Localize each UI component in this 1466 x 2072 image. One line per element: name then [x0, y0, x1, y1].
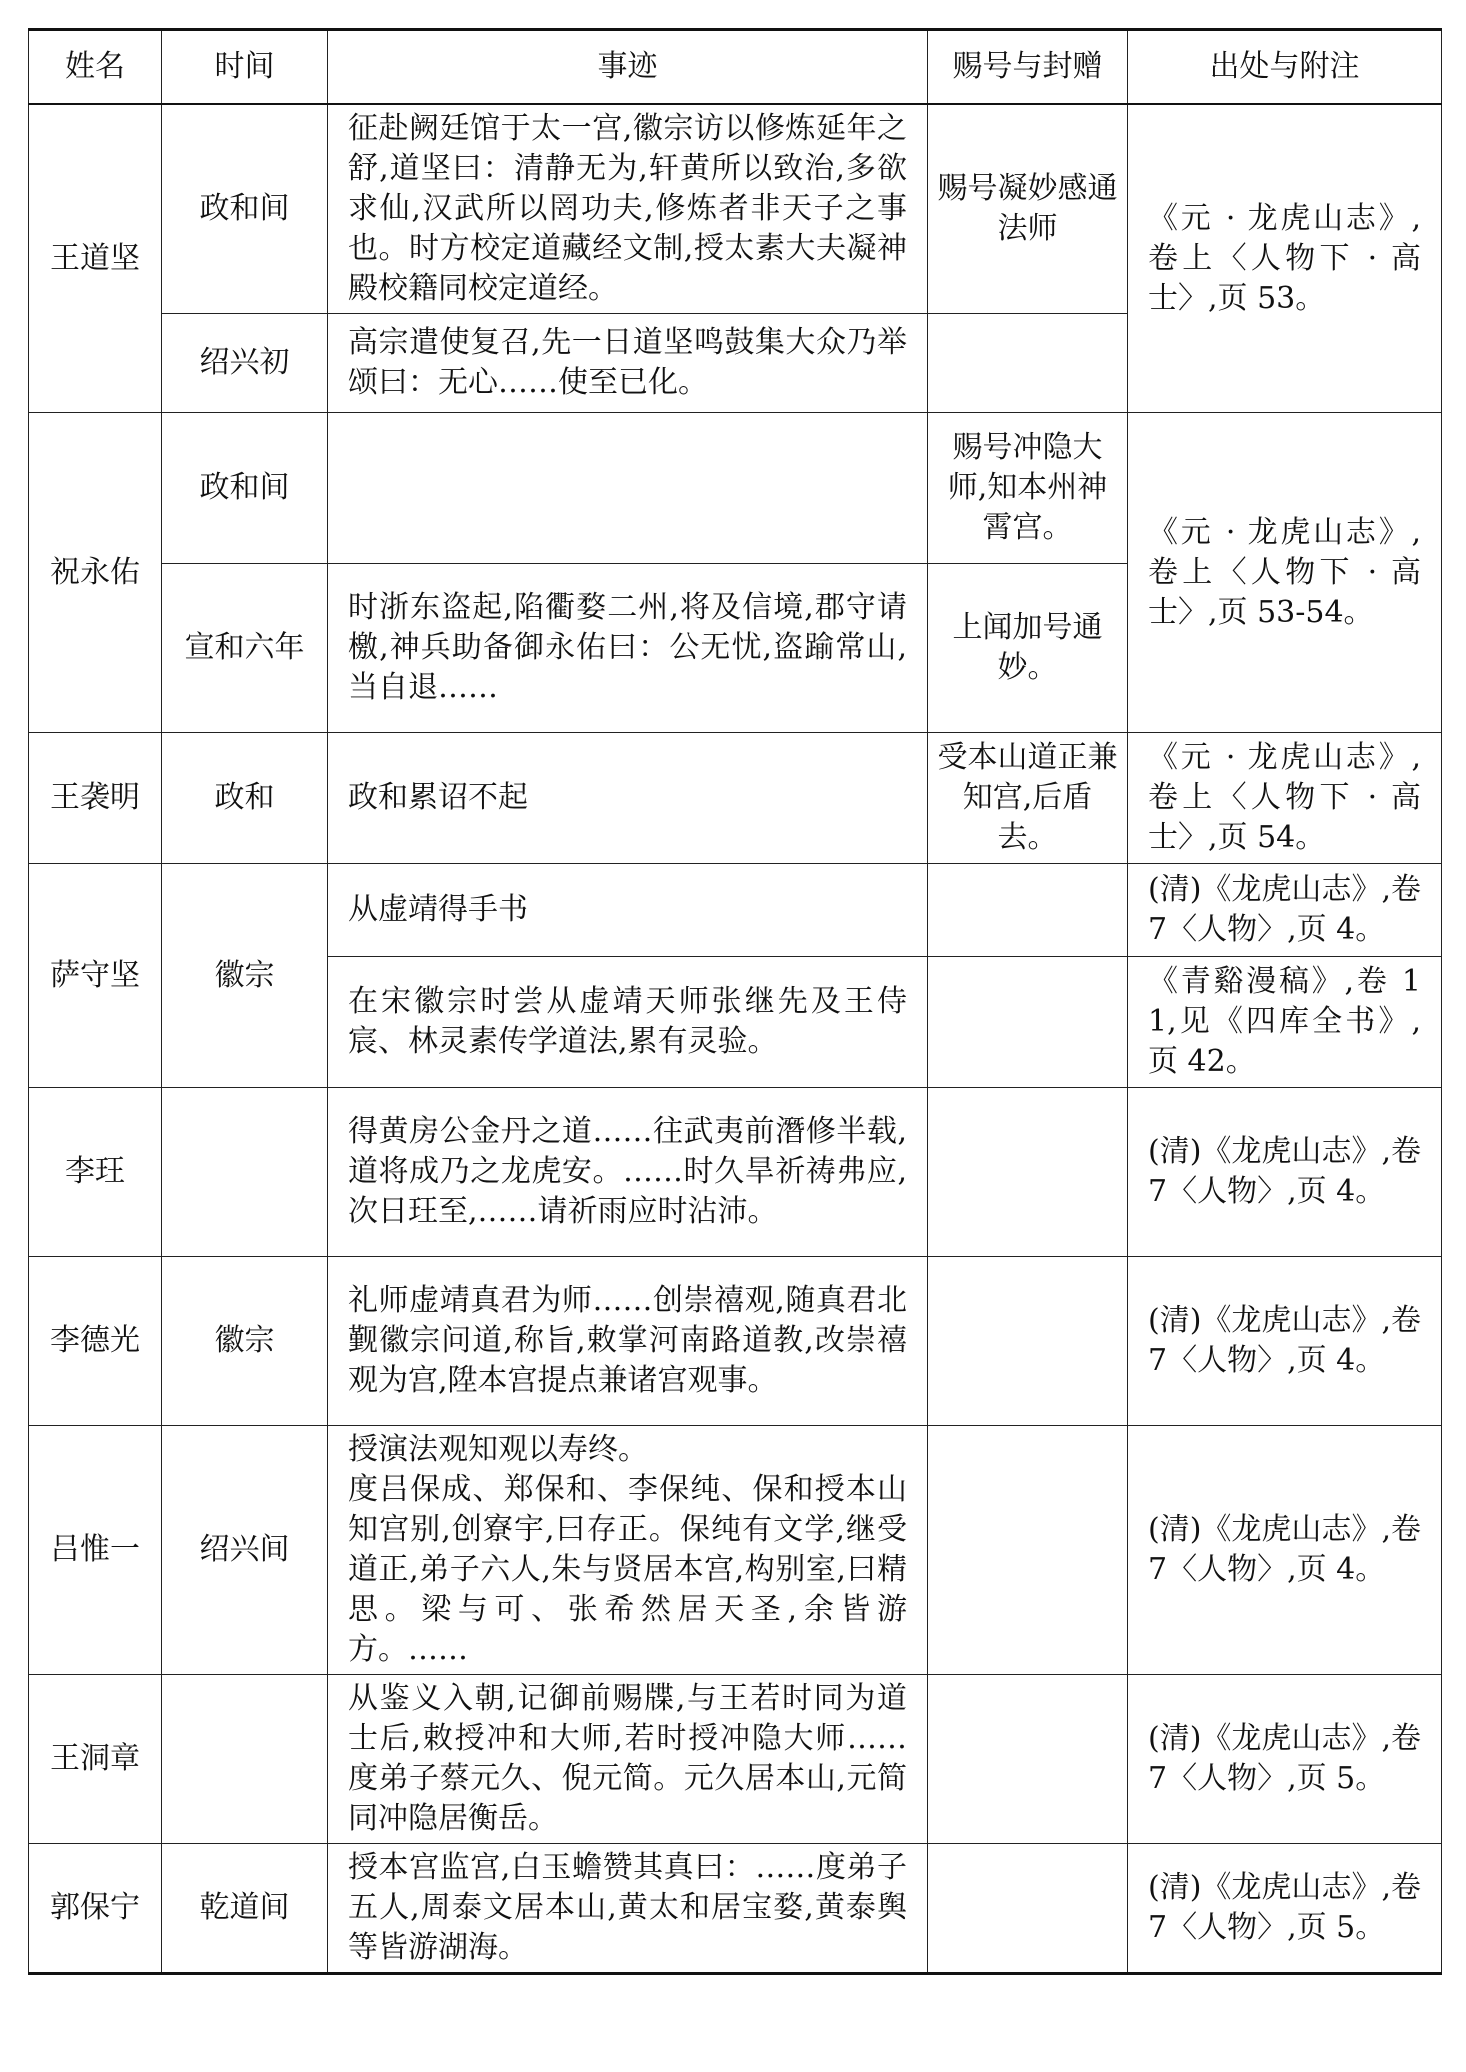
figure-table [28, 28, 1442, 1975]
table-row [29, 1844, 1442, 1974]
time-cell: 徽宗 [162, 1257, 328, 1426]
deeds-cell [328, 413, 928, 564]
header-time: 时间 [162, 30, 328, 105]
source-cell: (清)《龙虎山志》,卷 7〈人物〉,页 5。 [1128, 1675, 1442, 1844]
header-row [29, 30, 1442, 105]
table-row [29, 104, 1442, 314]
title-cell [928, 1257, 1128, 1426]
table-row [29, 733, 1442, 864]
deeds-text: 授演法观知观以寿终。 度吕保成、郑保和、李保纯、保和授本山知宫别,创寮宇,曰存正。保纯有文学,继受道正,弟子六人,朱与贤居本宫,构别室,曰精思。梁与可、张希然居天圣,余皆游方。…… [348, 1432, 907, 1667]
title-cell [928, 864, 1128, 957]
source-cell: 《青谿漫稿》,卷 11,见《四库全书》,页 42。 [1128, 957, 1442, 1088]
time-cell: 徽宗 [162, 864, 328, 1088]
header-name: 姓名 [29, 30, 162, 105]
table-row [29, 1088, 1442, 1257]
deeds-cell [328, 1426, 928, 1675]
source-cell: (清)《龙虎山志》,卷 7〈人物〉,页 4。 [1128, 864, 1442, 957]
title-cell [928, 1088, 1128, 1257]
time-cell: 宣和六年 [162, 564, 328, 733]
time-cell: 乾道间 [162, 1844, 328, 1974]
deeds-cell: 从鉴义入朝,记御前赐牒,与王若时同为道士后,敕授冲和大师,若时授冲隐大师……度弟子蔡元久、倪元简。元久居本山,元简同冲隐居衡岳。 [328, 1675, 928, 1844]
deeds-cell: 高宗遣使复召,先一日道坚鸣鼓集大众乃举颂曰：无心……使至已化。 [328, 314, 928, 413]
title-cell: 上闻加号通妙。 [928, 564, 1128, 733]
source-cell: (清)《龙虎山志》,卷 7〈人物〉,页 5。 [1128, 1844, 1442, 1974]
deeds-cell: 时浙东盗起,陷衢婺二州,将及信境,郡守请檄,神兵助备御永佑曰：公无忧,盗踰常山,当自退…… [328, 564, 928, 733]
title-cell: 赐号凝妙感通法师 [928, 104, 1128, 314]
time-cell: 绍兴间 [162, 1426, 328, 1675]
source-cell: 《元 · 龙虎山志》,卷上〈人物下 · 高士〉,页 53-54。 [1128, 413, 1442, 733]
source-cell: (清)《龙虎山志》,卷 7〈人物〉,页 4。 [1128, 1426, 1442, 1675]
table-row [29, 1675, 1442, 1844]
time-cell: 政和间 [162, 413, 328, 564]
header-deeds: 事迹 [328, 30, 928, 105]
deeds-cell: 礼师虚靖真君为师……创崇禧观,随真君北觐徽宗问道,称旨,敕掌河南路道教,改崇禧观为宫,陞本宫提点兼诸宫观事。 [328, 1257, 928, 1426]
time-cell: 绍兴初 [162, 314, 328, 413]
person-name: 祝永佑 [29, 413, 162, 733]
source-cell: 《元 · 龙虎山志》,卷上〈人物下 · 高士〉,页 53。 [1128, 104, 1442, 413]
person-name: 吕惟一 [29, 1426, 162, 1675]
title-cell [928, 1675, 1128, 1844]
person-name: 萨守坚 [29, 864, 162, 1088]
deeds-cell: 授本宫监宫,白玉蟾赞其真曰：……度弟子五人,周泰文居本山,黄太和居宝婺,黄泰舆等皆游湖海。 [328, 1844, 928, 1974]
person-name: 郭保宁 [29, 1844, 162, 1974]
title-cell: 受本山道正兼知宫,后盾去。 [928, 733, 1128, 864]
header-source: 出处与附注 [1128, 30, 1442, 105]
source-cell: (清)《龙虎山志》,卷 7〈人物〉,页 4。 [1128, 1088, 1442, 1257]
person-name: 李德光 [29, 1257, 162, 1426]
deeds-cell: 征赴阙廷馆于太一宫,徽宗访以修炼延年之舒,道坚曰：清静无为,轩黄所以致治,多欲求仙,汉武所以罔功夫,修炼者非天子之事也。时方校定道藏经文制,授太素大夫凝神殿校籍同校定道经。 [328, 104, 928, 314]
title-cell [928, 957, 1128, 1088]
title-cell [928, 1844, 1128, 1974]
time-cell [162, 1675, 328, 1844]
title-cell: 赐号冲隐大师,知本州神霄宫。 [928, 413, 1128, 564]
table-row [29, 1426, 1442, 1675]
person-name: 王袭明 [29, 733, 162, 864]
table-row [29, 413, 1442, 564]
source-cell: (清)《龙虎山志》,卷 7〈人物〉,页 4。 [1128, 1257, 1442, 1426]
time-cell [162, 1088, 328, 1257]
person-name: 王洞章 [29, 1675, 162, 1844]
source-cell: 《元 · 龙虎山志》,卷上〈人物下 · 高士〉,页 54。 [1128, 733, 1442, 864]
deeds-cell: 政和累诏不起 [328, 733, 928, 864]
table-row [29, 864, 1442, 957]
time-cell: 政和 [162, 733, 328, 864]
person-name: 王道坚 [29, 104, 162, 413]
title-cell [928, 314, 1128, 413]
deeds-cell: 在宋徽宗时尝从虚靖天师张继先及王侍宸、林灵素传学道法,累有灵验。 [328, 957, 928, 1088]
header-title: 赐号与封赠 [928, 30, 1128, 105]
time-cell: 政和间 [162, 104, 328, 314]
person-name: 李玨 [29, 1088, 162, 1257]
deeds-cell: 得黄房公金丹之道……往武夷前潛修半载,道将成乃之龙虎安。……时久旱祈祷弗应,次日玨至,……请祈雨应时沾沛。 [328, 1088, 928, 1257]
table-row [29, 1257, 1442, 1426]
title-cell [928, 1426, 1128, 1675]
deeds-cell: 从虚靖得手书 [328, 864, 928, 957]
